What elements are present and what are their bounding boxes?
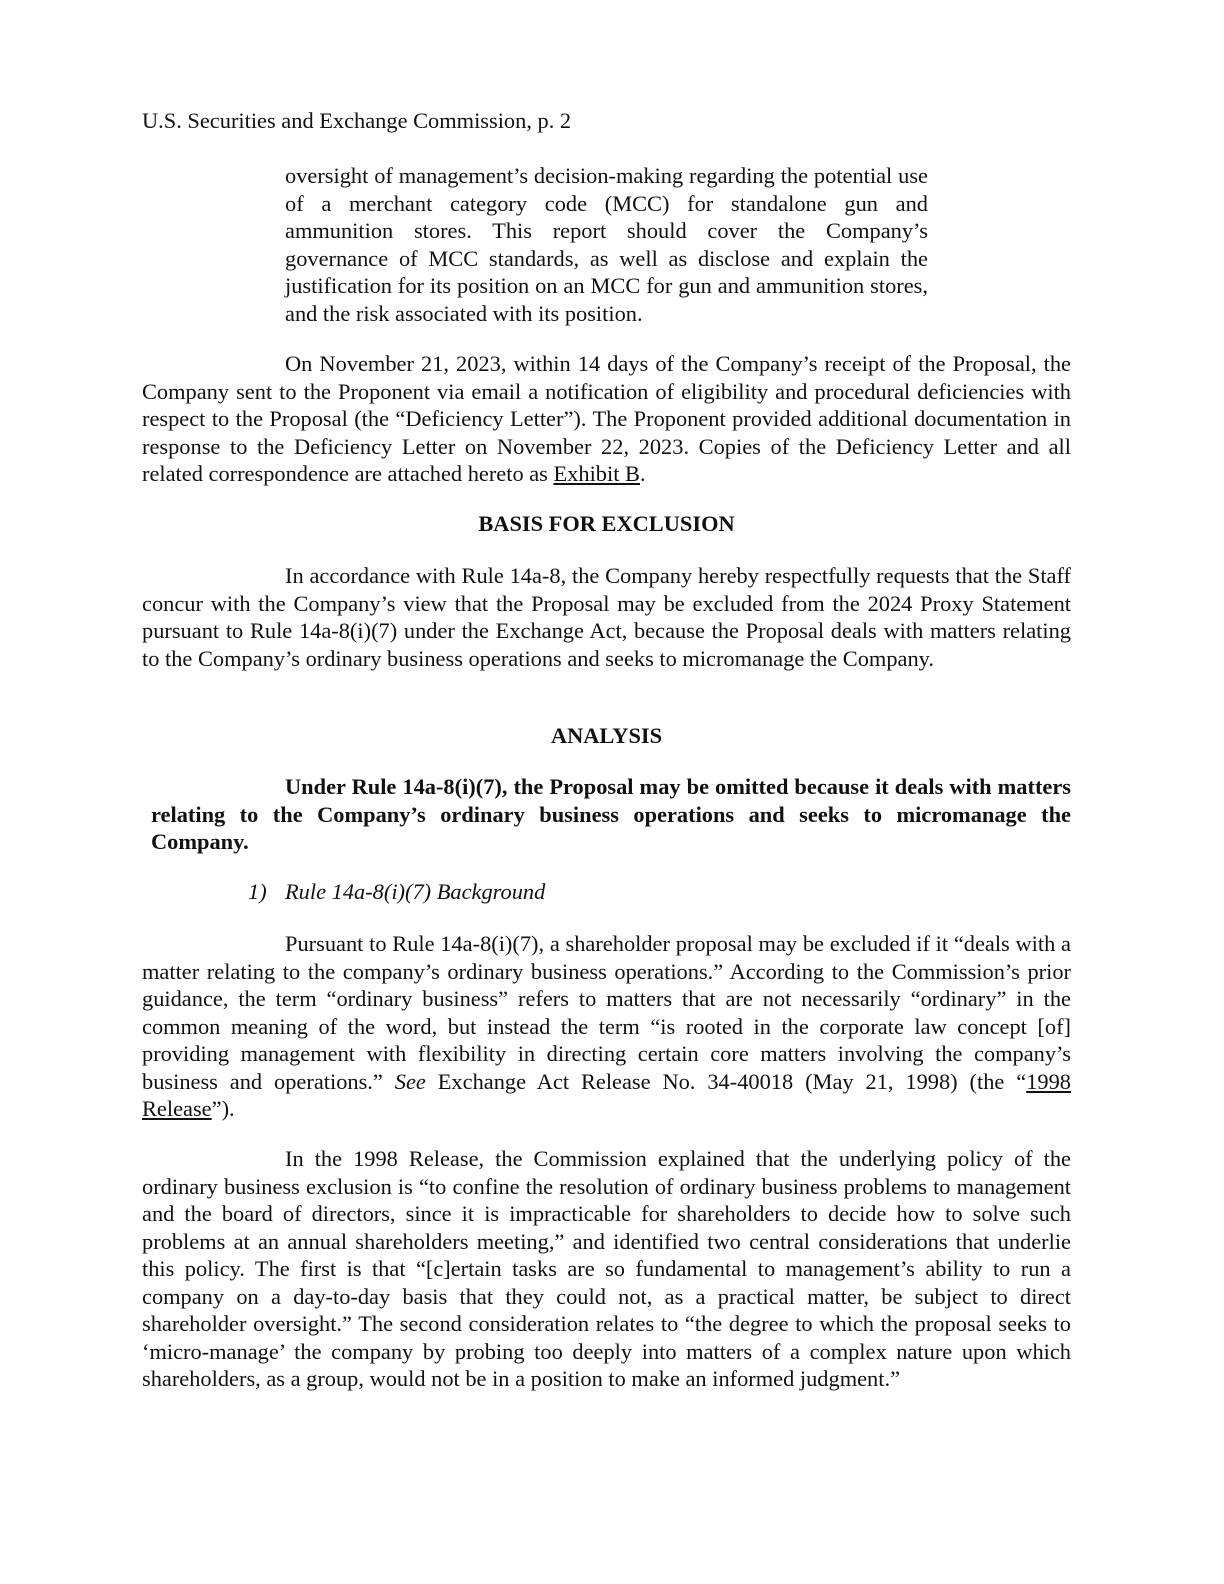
background-paragraph (142, 930, 1071, 1123)
citation-text: Exchange Act Release No. 34-40018 (May 21, 1998) (the “ (425, 1068, 1027, 1094)
bold-statement: Under Rule 14a-8(i)(7), the Proposal may be omitted because it deals with matters relating to the Company’s ordinary business operations and seeks to micromanage the Company. (151, 774, 1071, 854)
subheading-title: Rule 14a-8(i)(7) Background (285, 879, 546, 904)
citation-end: ”). (211, 1096, 235, 1121)
release-paragraph: In the 1998 Release, the Commission explained that the underlying policy of the ordinary business exclusion is “to confine the resolution of ordinary business problems to management and the board of directors, since it is impracticable for shareholders to decide how to solve such problems at an annual shareholders meeting,” and identified two central considerations that underlie this policy. The first is that “[c]ertain tasks are so fundamental to management’s ability to run a company on a day-to-day basis that they could not, as a practical matter, be subject to direct shareholder oversight.” The second consideration relates to “the degree to which the proposal seeks to ‘micro-manage’ the company by probing too deeply into matters of a complex nature upon which shareholders, as a group, would not be in a position to make an informed judgment.” (142, 1146, 1071, 1391)
deficiency-text: On November 21, 2023, within 14 days of the Company’s receipt of the Proposal, the Company sent to the Proponent via email a notification of eligibility and procedural deficiencies with respect to the Proposal (the “Deficiency Letter”). The Proponent provided additional documentation in response to the Deficiency Letter on November 22, 2023. Copies of the Deficiency Letter and all related correspondence are attached hereto as (142, 351, 1071, 486)
quoted-proposal-block: oversight of management’s decision-making regarding the potential use of a merchant category code (MCC) for standalone gun and ammunition stores. This report should cover the Company’s governance of MCC standards, as well as disclose and explain the justification for its position on an MCC for gun and ammunition stores, and the risk associated with its position. (285, 163, 928, 326)
heading-basis-for-exclusion: BASIS FOR EXCLUSION (478, 511, 735, 536)
background-text: Pursuant to Rule 14a-8(i)(7), a shareholder proposal may be excluded if it “deals with a matter relating to the company’s ordinary business operations.” According to the Commission’s prior guidance, the term “ordinary business” refers to matters that are not necessarily “ordinary” in the common meaning of the word, but instead the term “is rooted in the corporate law concept [of] providing management with flexibility in directing certain core matters involving the company’s business and operations.” (142, 931, 1071, 1094)
subheading (248, 878, 545, 906)
exhibit-b-link[interactable]: Exhibit B (553, 461, 640, 486)
basis-paragraph: In accordance with Rule 14a-8, the Company hereby respectfully requests that the Staff concur with the Company’s view that the Proposal may be excluded from the 2024 Proxy Statement pursuant to Rule 14a-8(i)(7) under the Exchange Act, because the Proposal deals with matters relating to the Company’s ordinary business operations and seeks to micromanage the Company. (142, 563, 1071, 671)
heading-analysis: ANALYSIS (550, 723, 663, 748)
1998-release-link[interactable]: 1998 Release (142, 1068, 1071, 1121)
deficiency-paragraph (142, 350, 1071, 488)
deficiency-end: . (639, 461, 646, 486)
subheading-number: 1) (248, 879, 267, 904)
running-header: U.S. Securities and Exchange Commission, p. 2 (142, 108, 572, 133)
see-signal: See (394, 1068, 426, 1094)
